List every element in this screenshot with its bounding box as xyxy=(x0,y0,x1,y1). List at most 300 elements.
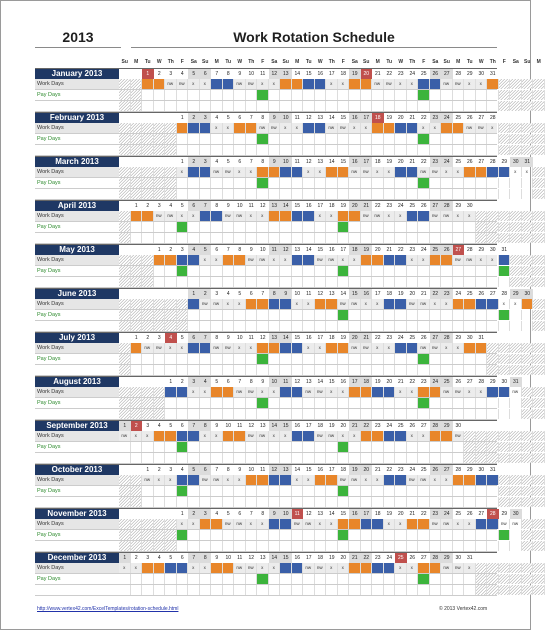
schedule-cell[interactable] xyxy=(119,497,131,507)
schedule-cell[interactable] xyxy=(407,134,419,144)
schedule-cell[interactable]: x xyxy=(200,387,212,397)
schedule-cell[interactable] xyxy=(131,145,143,155)
schedule-cell[interactable] xyxy=(246,277,258,287)
schedule-cell[interactable] xyxy=(464,178,476,188)
schedule-cell[interactable] xyxy=(223,431,235,441)
schedule-cell[interactable]: x xyxy=(200,79,212,89)
schedule-cell[interactable]: x xyxy=(269,79,281,89)
schedule-cell[interactable]: x xyxy=(188,563,200,573)
schedule-cell[interactable] xyxy=(257,189,269,199)
schedule-cell[interactable] xyxy=(338,310,350,320)
schedule-cell[interactable]: x xyxy=(292,475,304,485)
schedule-cell[interactable] xyxy=(234,321,246,331)
schedule-cell[interactable] xyxy=(119,167,131,177)
schedule-cell[interactable] xyxy=(188,398,200,408)
schedule-cell[interactable] xyxy=(246,233,258,243)
schedule-cell[interactable] xyxy=(418,354,430,364)
schedule-cell[interactable]: x xyxy=(522,167,534,177)
schedule-cell[interactable] xyxy=(280,398,292,408)
schedule-cell[interactable] xyxy=(384,321,396,331)
schedule-cell[interactable] xyxy=(510,266,522,276)
schedule-cell[interactable] xyxy=(522,343,534,353)
schedule-cell[interactable] xyxy=(499,442,511,452)
schedule-cell[interactable] xyxy=(510,475,522,485)
schedule-cell[interactable] xyxy=(453,585,465,595)
schedule-cell[interactable] xyxy=(533,398,545,408)
schedule-cell[interactable] xyxy=(246,541,258,551)
schedule-cell[interactable] xyxy=(280,365,292,375)
schedule-cell[interactable]: nw xyxy=(223,167,235,177)
schedule-cell[interactable] xyxy=(464,90,476,100)
schedule-cell[interactable] xyxy=(499,211,511,221)
schedule-cell[interactable] xyxy=(142,134,154,144)
schedule-cell[interactable] xyxy=(142,255,154,265)
schedule-cell[interactable] xyxy=(453,409,465,419)
schedule-cell[interactable] xyxy=(177,255,189,265)
schedule-cell[interactable] xyxy=(211,310,223,320)
schedule-cell[interactable]: nw xyxy=(372,211,384,221)
schedule-cell[interactable] xyxy=(315,541,327,551)
schedule-cell[interactable] xyxy=(154,387,166,397)
schedule-cell[interactable] xyxy=(522,145,534,155)
schedule-cell[interactable] xyxy=(407,189,419,199)
schedule-cell[interactable] xyxy=(510,530,522,540)
schedule-cell[interactable] xyxy=(533,79,545,89)
schedule-cell[interactable] xyxy=(177,387,189,397)
schedule-cell[interactable] xyxy=(441,233,453,243)
schedule-cell[interactable] xyxy=(119,585,131,595)
schedule-cell[interactable] xyxy=(361,101,373,111)
schedule-cell[interactable] xyxy=(315,101,327,111)
schedule-cell[interactable]: nw xyxy=(142,343,154,353)
schedule-cell[interactable] xyxy=(384,101,396,111)
schedule-cell[interactable] xyxy=(418,486,430,496)
schedule-cell[interactable]: x xyxy=(211,255,223,265)
schedule-cell[interactable] xyxy=(315,123,327,133)
schedule-cell[interactable] xyxy=(384,541,396,551)
schedule-cell[interactable]: x xyxy=(384,167,396,177)
schedule-cell[interactable] xyxy=(476,398,488,408)
schedule-cell[interactable] xyxy=(384,387,396,397)
schedule-cell[interactable] xyxy=(280,486,292,496)
schedule-cell[interactable] xyxy=(464,486,476,496)
schedule-cell[interactable] xyxy=(522,321,534,331)
schedule-cell[interactable] xyxy=(533,431,545,441)
schedule-cell[interactable] xyxy=(119,299,131,309)
schedule-cell[interactable]: x xyxy=(395,387,407,397)
schedule-cell[interactable] xyxy=(418,442,430,452)
schedule-cell[interactable] xyxy=(499,167,511,177)
schedule-cell[interactable] xyxy=(303,134,315,144)
schedule-cell[interactable] xyxy=(257,442,269,452)
schedule-cell[interactable] xyxy=(280,530,292,540)
schedule-cell[interactable] xyxy=(200,101,212,111)
schedule-cell[interactable] xyxy=(441,321,453,331)
schedule-cell[interactable] xyxy=(453,310,465,320)
schedule-cell[interactable] xyxy=(499,277,511,287)
schedule-cell[interactable] xyxy=(522,365,534,375)
schedule-cell[interactable] xyxy=(234,310,246,320)
schedule-cell[interactable] xyxy=(510,365,522,375)
schedule-cell[interactable]: x xyxy=(303,167,315,177)
schedule-cell[interactable] xyxy=(246,321,258,331)
schedule-cell[interactable]: x xyxy=(418,255,430,265)
schedule-cell[interactable] xyxy=(246,266,258,276)
schedule-cell[interactable]: x xyxy=(361,123,373,133)
schedule-cell[interactable] xyxy=(165,167,177,177)
schedule-cell[interactable] xyxy=(119,409,131,419)
schedule-cell[interactable] xyxy=(154,530,166,540)
schedule-cell[interactable] xyxy=(395,167,407,177)
schedule-cell[interactable] xyxy=(510,222,522,232)
schedule-cell[interactable] xyxy=(280,541,292,551)
schedule-cell[interactable]: x xyxy=(407,387,419,397)
schedule-cell[interactable]: nw xyxy=(361,343,373,353)
schedule-cell[interactable] xyxy=(533,145,545,155)
schedule-cell[interactable] xyxy=(510,431,522,441)
schedule-cell[interactable]: x xyxy=(395,563,407,573)
schedule-cell[interactable] xyxy=(326,266,338,276)
schedule-cell[interactable] xyxy=(487,343,499,353)
schedule-cell[interactable] xyxy=(119,354,131,364)
schedule-cell[interactable] xyxy=(269,277,281,287)
schedule-cell[interactable] xyxy=(188,530,200,540)
schedule-cell[interactable] xyxy=(510,211,522,221)
schedule-cell[interactable] xyxy=(165,145,177,155)
schedule-cell[interactable] xyxy=(326,343,338,353)
schedule-cell[interactable] xyxy=(315,585,327,595)
schedule-cell[interactable] xyxy=(131,398,143,408)
schedule-cell[interactable] xyxy=(131,442,143,452)
schedule-cell[interactable] xyxy=(315,266,327,276)
schedule-cell[interactable] xyxy=(349,145,361,155)
schedule-cell[interactable] xyxy=(280,321,292,331)
schedule-cell[interactable] xyxy=(142,277,154,287)
schedule-cell[interactable] xyxy=(430,365,442,375)
schedule-cell[interactable]: nw xyxy=(154,211,166,221)
schedule-cell[interactable] xyxy=(453,145,465,155)
schedule-cell[interactable] xyxy=(234,266,246,276)
schedule-cell[interactable] xyxy=(510,178,522,188)
schedule-cell[interactable] xyxy=(487,299,499,309)
schedule-cell[interactable] xyxy=(142,574,154,584)
schedule-cell[interactable] xyxy=(142,123,154,133)
schedule-cell[interactable] xyxy=(338,90,350,100)
schedule-cell[interactable] xyxy=(522,387,534,397)
schedule-cell[interactable] xyxy=(464,321,476,331)
schedule-cell[interactable]: x xyxy=(269,563,281,573)
schedule-cell[interactable]: nw xyxy=(315,255,327,265)
schedule-cell[interactable] xyxy=(453,321,465,331)
schedule-cell[interactable] xyxy=(292,90,304,100)
schedule-cell[interactable] xyxy=(395,189,407,199)
schedule-cell[interactable]: x xyxy=(407,79,419,89)
schedule-cell[interactable]: x xyxy=(315,519,327,529)
schedule-cell[interactable] xyxy=(188,409,200,419)
schedule-cell[interactable] xyxy=(395,299,407,309)
schedule-cell[interactable] xyxy=(165,299,177,309)
schedule-cell[interactable] xyxy=(142,310,154,320)
schedule-cell[interactable] xyxy=(292,310,304,320)
schedule-cell[interactable] xyxy=(177,90,189,100)
schedule-cell[interactable] xyxy=(372,310,384,320)
schedule-cell[interactable] xyxy=(257,233,269,243)
schedule-cell[interactable] xyxy=(142,211,154,221)
schedule-cell[interactable]: nw xyxy=(165,79,177,89)
schedule-cell[interactable] xyxy=(119,486,131,496)
schedule-cell[interactable] xyxy=(464,475,476,485)
schedule-cell[interactable] xyxy=(269,266,281,276)
schedule-cell[interactable] xyxy=(499,354,511,364)
schedule-cell[interactable] xyxy=(510,442,522,452)
schedule-cell[interactable] xyxy=(533,211,545,221)
schedule-cell[interactable] xyxy=(418,211,430,221)
schedule-cell[interactable] xyxy=(269,167,281,177)
schedule-cell[interactable] xyxy=(188,453,200,463)
schedule-cell[interactable] xyxy=(338,530,350,540)
schedule-cell[interactable] xyxy=(407,442,419,452)
schedule-cell[interactable] xyxy=(315,90,327,100)
schedule-cell[interactable] xyxy=(200,233,212,243)
schedule-cell[interactable] xyxy=(533,519,545,529)
schedule-cell[interactable] xyxy=(407,123,419,133)
schedule-cell[interactable] xyxy=(499,310,511,320)
schedule-cell[interactable]: x xyxy=(315,343,327,353)
schedule-cell[interactable] xyxy=(246,222,258,232)
schedule-cell[interactable] xyxy=(407,585,419,595)
schedule-cell[interactable] xyxy=(487,365,499,375)
schedule-cell[interactable] xyxy=(280,563,292,573)
schedule-cell[interactable] xyxy=(499,398,511,408)
schedule-cell[interactable] xyxy=(165,321,177,331)
schedule-cell[interactable] xyxy=(246,486,258,496)
schedule-cell[interactable] xyxy=(154,178,166,188)
schedule-cell[interactable] xyxy=(211,145,223,155)
schedule-cell[interactable]: x xyxy=(487,123,499,133)
schedule-cell[interactable] xyxy=(499,497,511,507)
schedule-cell[interactable] xyxy=(533,90,545,100)
schedule-cell[interactable] xyxy=(441,574,453,584)
schedule-cell[interactable] xyxy=(234,90,246,100)
schedule-cell[interactable] xyxy=(315,497,327,507)
schedule-cell[interactable] xyxy=(430,530,442,540)
schedule-cell[interactable] xyxy=(280,299,292,309)
schedule-cell[interactable] xyxy=(384,134,396,144)
schedule-cell[interactable] xyxy=(292,486,304,496)
schedule-cell[interactable] xyxy=(269,541,281,551)
schedule-cell[interactable] xyxy=(338,266,350,276)
schedule-cell[interactable] xyxy=(476,354,488,364)
schedule-cell[interactable] xyxy=(292,255,304,265)
schedule-cell[interactable]: x xyxy=(131,563,143,573)
schedule-cell[interactable] xyxy=(499,409,511,419)
schedule-cell[interactable] xyxy=(165,101,177,111)
schedule-cell[interactable] xyxy=(119,343,131,353)
schedule-cell[interactable] xyxy=(453,189,465,199)
schedule-cell[interactable] xyxy=(257,90,269,100)
schedule-cell[interactable] xyxy=(430,497,442,507)
schedule-cell[interactable] xyxy=(384,497,396,507)
schedule-cell[interactable] xyxy=(223,541,235,551)
schedule-cell[interactable] xyxy=(269,343,281,353)
schedule-cell[interactable]: x xyxy=(177,211,189,221)
schedule-cell[interactable]: x xyxy=(246,519,258,529)
schedule-cell[interactable] xyxy=(349,134,361,144)
schedule-cell[interactable] xyxy=(499,123,511,133)
schedule-cell[interactable] xyxy=(533,222,545,232)
schedule-cell[interactable] xyxy=(487,541,499,551)
schedule-cell[interactable] xyxy=(142,530,154,540)
schedule-cell[interactable] xyxy=(418,563,430,573)
schedule-cell[interactable]: nw xyxy=(211,299,223,309)
schedule-cell[interactable] xyxy=(269,497,281,507)
schedule-cell[interactable] xyxy=(384,585,396,595)
schedule-cell[interactable] xyxy=(361,222,373,232)
schedule-cell[interactable] xyxy=(407,398,419,408)
schedule-cell[interactable] xyxy=(200,321,212,331)
schedule-cell[interactable] xyxy=(522,497,534,507)
schedule-cell[interactable]: nw xyxy=(303,563,315,573)
schedule-cell[interactable] xyxy=(200,486,212,496)
schedule-cell[interactable] xyxy=(418,189,430,199)
schedule-cell[interactable] xyxy=(418,497,430,507)
schedule-cell[interactable] xyxy=(418,178,430,188)
schedule-cell[interactable] xyxy=(464,530,476,540)
schedule-cell[interactable] xyxy=(430,574,442,584)
schedule-cell[interactable] xyxy=(269,354,281,364)
schedule-cell[interactable] xyxy=(361,277,373,287)
schedule-cell[interactable] xyxy=(395,178,407,188)
schedule-cell[interactable] xyxy=(372,321,384,331)
schedule-cell[interactable] xyxy=(257,343,269,353)
schedule-cell[interactable] xyxy=(165,519,177,529)
schedule-cell[interactable]: x xyxy=(188,79,200,89)
schedule-cell[interactable]: x xyxy=(223,299,235,309)
schedule-cell[interactable] xyxy=(188,101,200,111)
schedule-cell[interactable] xyxy=(430,178,442,188)
schedule-cell[interactable] xyxy=(257,167,269,177)
schedule-cell[interactable] xyxy=(418,519,430,529)
schedule-cell[interactable] xyxy=(418,530,430,540)
schedule-cell[interactable] xyxy=(487,431,499,441)
schedule-cell[interactable] xyxy=(372,530,384,540)
schedule-cell[interactable] xyxy=(119,79,131,89)
schedule-cell[interactable] xyxy=(177,123,189,133)
schedule-cell[interactable] xyxy=(476,365,488,375)
schedule-cell[interactable] xyxy=(522,90,534,100)
schedule-cell[interactable]: x xyxy=(131,431,143,441)
schedule-cell[interactable] xyxy=(510,233,522,243)
schedule-cell[interactable] xyxy=(510,277,522,287)
schedule-cell[interactable] xyxy=(165,310,177,320)
schedule-cell[interactable] xyxy=(246,453,258,463)
schedule-cell[interactable] xyxy=(280,442,292,452)
schedule-cell[interactable] xyxy=(533,310,545,320)
schedule-cell[interactable] xyxy=(177,541,189,551)
schedule-cell[interactable] xyxy=(487,354,499,364)
schedule-cell[interactable] xyxy=(326,541,338,551)
schedule-cell[interactable]: nw xyxy=(453,79,465,89)
schedule-cell[interactable]: x xyxy=(292,123,304,133)
schedule-cell[interactable] xyxy=(211,101,223,111)
schedule-cell[interactable] xyxy=(142,453,154,463)
schedule-cell[interactable] xyxy=(372,222,384,232)
schedule-cell[interactable]: nw xyxy=(326,123,338,133)
schedule-cell[interactable] xyxy=(395,442,407,452)
schedule-cell[interactable] xyxy=(349,585,361,595)
schedule-cell[interactable] xyxy=(269,101,281,111)
schedule-cell[interactable] xyxy=(384,189,396,199)
schedule-cell[interactable] xyxy=(407,233,419,243)
schedule-cell[interactable] xyxy=(269,189,281,199)
schedule-cell[interactable] xyxy=(280,387,292,397)
schedule-cell[interactable] xyxy=(338,134,350,144)
schedule-cell[interactable] xyxy=(487,90,499,100)
schedule-cell[interactable] xyxy=(499,530,511,540)
schedule-cell[interactable] xyxy=(142,299,154,309)
schedule-cell[interactable] xyxy=(338,365,350,375)
schedule-cell[interactable] xyxy=(142,321,154,331)
schedule-cell[interactable] xyxy=(372,563,384,573)
schedule-cell[interactable] xyxy=(234,486,246,496)
schedule-cell[interactable] xyxy=(269,90,281,100)
schedule-cell[interactable] xyxy=(177,398,189,408)
schedule-cell[interactable] xyxy=(119,541,131,551)
schedule-cell[interactable] xyxy=(476,167,488,177)
schedule-cell[interactable] xyxy=(372,354,384,364)
schedule-cell[interactable] xyxy=(315,365,327,375)
schedule-cell[interactable]: x xyxy=(441,299,453,309)
schedule-cell[interactable] xyxy=(154,409,166,419)
schedule-cell[interactable] xyxy=(200,134,212,144)
schedule-cell[interactable] xyxy=(315,310,327,320)
schedule-cell[interactable]: nw xyxy=(315,431,327,441)
schedule-cell[interactable] xyxy=(522,475,534,485)
schedule-cell[interactable] xyxy=(234,134,246,144)
schedule-cell[interactable]: x xyxy=(269,255,281,265)
schedule-cell[interactable]: nw xyxy=(361,167,373,177)
schedule-cell[interactable] xyxy=(533,475,545,485)
schedule-cell[interactable] xyxy=(487,519,499,529)
schedule-cell[interactable] xyxy=(119,145,131,155)
schedule-cell[interactable] xyxy=(177,453,189,463)
schedule-cell[interactable] xyxy=(200,409,212,419)
schedule-cell[interactable] xyxy=(510,145,522,155)
schedule-cell[interactable] xyxy=(499,134,511,144)
schedule-cell[interactable] xyxy=(441,145,453,155)
schedule-cell[interactable] xyxy=(131,574,143,584)
schedule-cell[interactable] xyxy=(361,497,373,507)
schedule-cell[interactable]: nw xyxy=(418,167,430,177)
schedule-cell[interactable]: x xyxy=(246,343,258,353)
schedule-cell[interactable]: x xyxy=(269,387,281,397)
schedule-cell[interactable] xyxy=(154,563,166,573)
schedule-cell[interactable] xyxy=(246,574,258,584)
schedule-cell[interactable] xyxy=(361,541,373,551)
schedule-cell[interactable] xyxy=(269,475,281,485)
schedule-cell[interactable]: nw xyxy=(246,255,258,265)
schedule-cell[interactable] xyxy=(487,79,499,89)
schedule-cell[interactable] xyxy=(441,178,453,188)
schedule-cell[interactable] xyxy=(131,365,143,375)
schedule-cell[interactable] xyxy=(165,398,177,408)
schedule-cell[interactable]: x xyxy=(453,519,465,529)
schedule-cell[interactable] xyxy=(177,354,189,364)
schedule-cell[interactable] xyxy=(280,101,292,111)
schedule-cell[interactable] xyxy=(257,475,269,485)
schedule-cell[interactable] xyxy=(223,134,235,144)
schedule-cell[interactable] xyxy=(338,398,350,408)
